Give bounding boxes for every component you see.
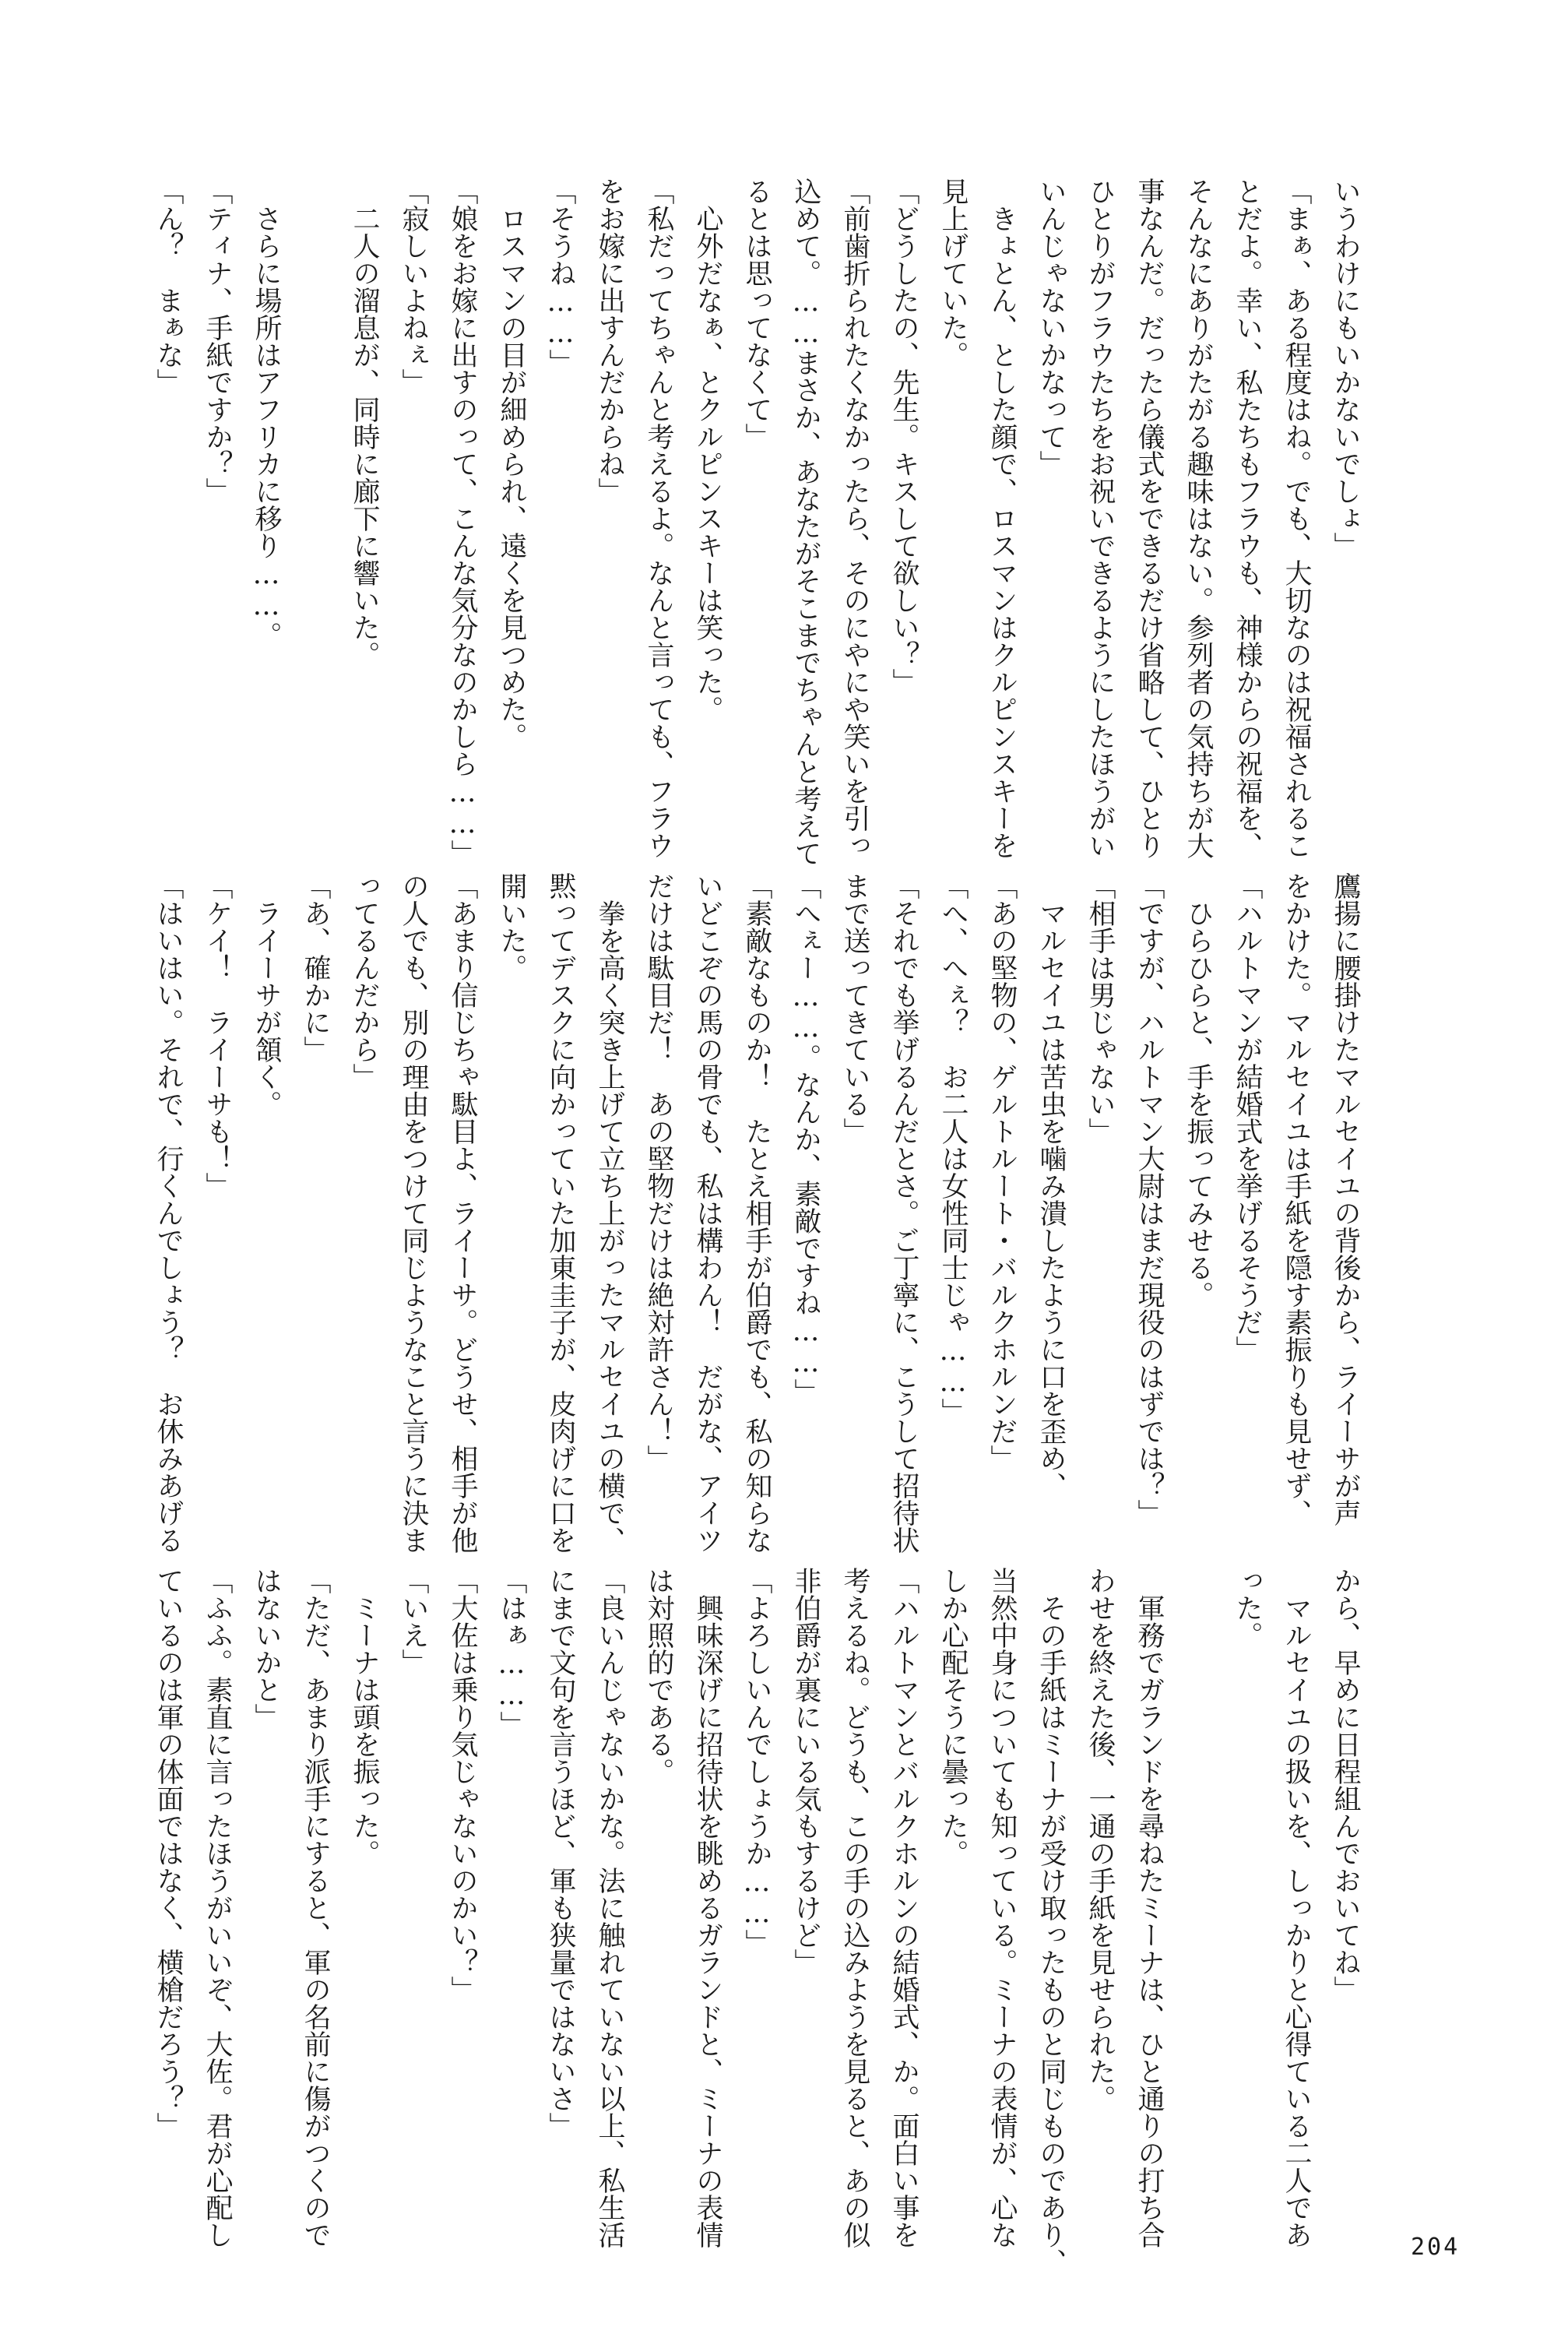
text-line: 込めて。……まさか、あなたがそこまでちゃんと考えて [790,178,821,867]
text-line: から、早めに日程組んでおいてね」 [1330,1567,1361,2003]
text-line: 拳を高く突き上げて立ち上がったマルセイユの横で、 [594,872,625,1554]
text-line: 「相手は男じゃない」 [1085,872,1116,1145]
page-number: 204 [1411,2234,1461,2261]
text-line: ひらひらと、手を振ってみせる。 [1183,872,1214,1308]
text-line: とだよ。幸い、私たちもフラウも、神様からの祝福を、 [1232,178,1263,859]
text-line: 「そうね……」 [545,178,576,376]
text-line: ってるんだから」 [349,872,380,1090]
text-line: 「ティナ、手紙ですか？」 [202,178,233,505]
text-line: ロスマンの目が細められ、遠くを見つめた。 [496,178,527,750]
text-line: そんなにありがたがる趣味はない。参列者の気持ちが大 [1183,178,1214,859]
text-line: 「はいはい。それで、行くんでしょう？ お休みあげる [153,872,184,1554]
text-line: マルセイユの扱いを、しっかりと心得ている二人であ [1281,1567,1312,2248]
text-line: 「ハルトマンが結婚式を挙げるそうだ」 [1232,872,1263,1363]
text-tier-top [153,178,1369,867]
text-line: 「いえ」 [398,1567,429,1676]
text-line: まで送ってきている」 [839,872,870,1145]
text-line: 事なんだ。だったら儀式をできるだけ省略して、ひとり [1134,178,1165,859]
text-line: いんじゃないかなって」 [1035,178,1067,477]
text-line: 黙ってデスクに向かっていた加東圭子が、皮肉げに口を [545,872,576,1554]
text-line: 二人の溜息が、同時に廊下に響いた。 [349,178,380,668]
text-line: はないかと」 [251,1567,282,1730]
text-line: 当然中身についても知っている。ミーナの表情が、心な [986,1567,1018,2248]
text-line: 「まぁ、ある程度はね。でも、大切なのは祝福されるこ [1281,178,1312,859]
text-tier-bottom [153,1567,1369,2276]
text-line: いうわけにもいかないでしょ」 [1330,178,1361,559]
text-line: 非伯爵が裏にいる気もするけど」 [790,1567,821,1976]
text-line: 「ハルトマンとバルクホルンの結婚式、か。面白い事を [888,1567,919,2248]
text-line: しか心配そうに曇った。 [937,1567,969,1867]
text-line: マルセイユは苦虫を噛み潰したように口を歪め、 [1035,872,1067,1499]
text-line: をお嫁に出すんだからね」 [594,178,625,505]
text-line: 「ん？ まぁな」 [153,178,184,396]
text-line: 「へぇー……。なんか、素敵ですね……」 [790,872,821,1406]
text-line: 「大佐は乗り気じゃないのかい？」 [447,1567,478,2003]
text-line: 「あ、確かに」 [300,872,331,1063]
text-line: 「それでも挙げるんだとさ。ご丁寧に、こうして招待状 [888,872,919,1554]
text-line: 「どうしたの、先生。キスして欲しい？」 [888,178,919,695]
text-line: ライーサが頷く。 [251,872,282,1118]
text-line [290,178,339,824]
text-line: 「素敵なものか！ たとえ相手が伯爵でも、私の知らな [741,872,772,1554]
text-line: 「ですが、ハルトマン大尉はまだ現役のはずでは？」 [1134,872,1165,1526]
text-line: ミーナは頭を振った。 [349,1567,380,1867]
text-line: 鷹揚に腰掛けたマルセイユの背後から、ライーサが声 [1330,872,1361,1526]
text-line: 見上げていた。 [937,178,969,368]
text-line: 心外だなぁ、とクルピンスキーは笑った。 [692,178,723,723]
text-line: ひとりがフラウたちをお祝いできるようにしたほうがい [1085,178,1116,859]
text-line: 興味深げに招待状を眺めるガランドと、ミーナの表情 [692,1567,723,2248]
text-line: だけは駄目だ！ あの堅物だけは絶対許さん！」 [643,872,674,1472]
text-line: 「はぁ……」 [496,1567,527,1738]
text-line: わせを終えた後、一通の手紙を見せられた。 [1085,1567,1116,2112]
text-line: 「娘をお嫁に出すのって、こんな気分なのかしら……」 [447,178,478,867]
text-line: 開いた。 [496,872,527,981]
text-line: 「あの堅物の、ゲルトルート・バルクホルンだ」 [986,872,1018,1472]
text-line: その手紙はミーナが受け取ったものと同じものであり、 [1035,1567,1067,2276]
text-line: は対照的である。 [643,1567,674,1785]
text-line: るとは思ってなくて」 [741,178,772,450]
text-tier-middle [153,872,1369,1554]
text-line: をかけた。マルセイユは手紙を隠す素振りも見せず、 [1281,872,1312,1526]
text-line: 「寂しいよねぇ」 [398,178,429,396]
text-line: きょとん、とした顔で、ロスマンはクルピンスキーを [986,178,1018,859]
text-line: 「前歯折られたくなかったら、そのにやにや笑いを引っ [839,178,870,859]
text-line: 「ケイ！ ライーサも！」 [202,872,233,1199]
text-line: 「良いんじゃないかな。法に触れていない以上、私生活 [594,1567,625,2248]
text-line: 「私だってちゃんと考えるよ。なんと言っても、フラウ [643,178,674,859]
text-line: 「ただ、あまり派手にすると、軍の名前に傷がつくので [300,1567,331,2248]
text-line [1173,1567,1222,2213]
text-line: 「ふふ。素直に言ったほうがいいぞ、大佐。君が心配し [202,1567,233,2248]
text-line: 「へ、へぇ？ お二人は女性同士じゃ……」 [937,872,969,1425]
text-line: 「あまり信じちゃ駄目よ、ライーサ。どうせ、相手が他 [447,872,478,1554]
text-line: さらに場所はアフリカに移り……。 [251,178,282,649]
text-line: 考えるね。どうも、この手の込みようを見ると、あの似 [839,1567,870,2248]
text-line: ているのは軍の体面ではなく、横槍だろう？」 [153,1567,184,2139]
text-line: 軍務でガランドを尋ねたミーナは、ひと通りの打ち合 [1134,1567,1165,2248]
text-line: にまで文句を言うほど、軍も狭量ではないさ」 [545,1567,576,2139]
text-line: いどこぞの馬の骨でも、私は構わん！ だがな、アイツ [692,872,723,1554]
text-line: った。 [1232,1567,1263,1649]
text-line: 「よろしいんでしょうか……」 [741,1567,772,1956]
text-line: の人でも、別の理由をつけて同じようなこと言うに決ま [398,872,429,1554]
